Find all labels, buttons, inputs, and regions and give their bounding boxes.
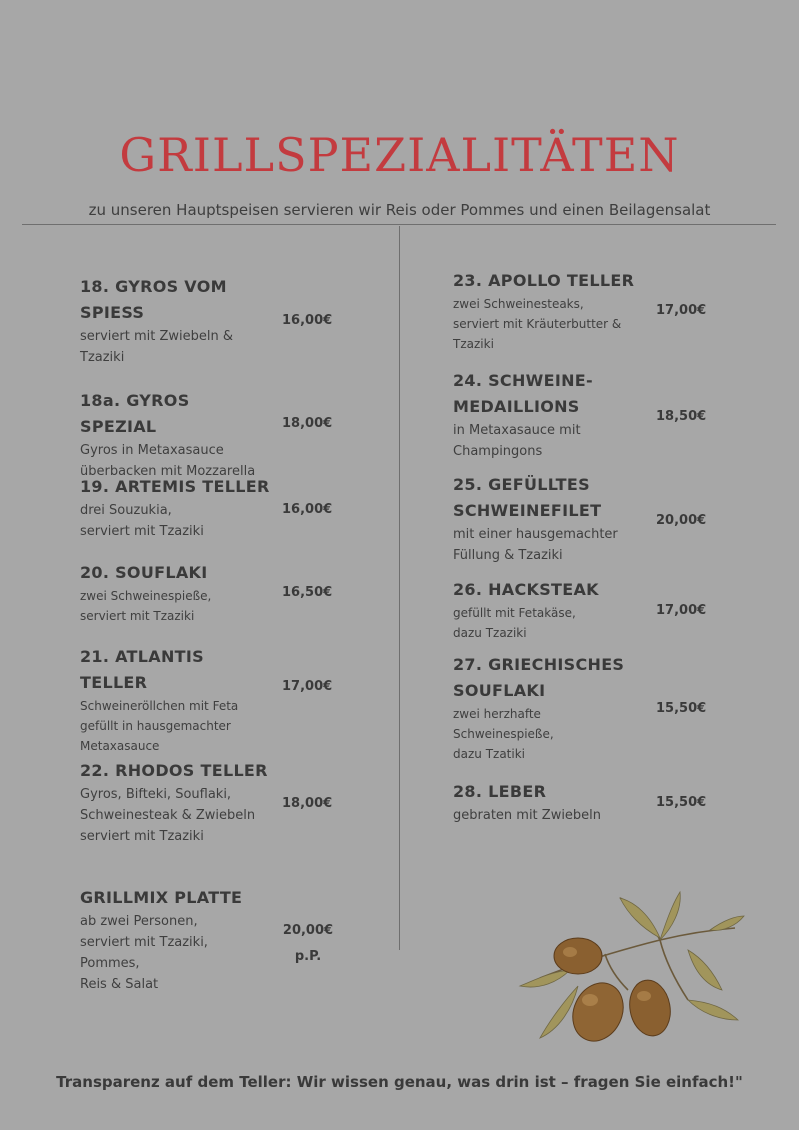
footer-note: Transparenz auf dem Teller: Wir wissen genau, was drin ist – fragen Sie einfach!" [56,1073,743,1091]
item-description: zwei Schweinesteaks, serviert mit Kräuterbutter & Tzaziki [453,297,622,351]
item-description: ab zwei Personen, serviert mit Tzaziki, Pommes, Reis & Salat [80,914,208,992]
item-description: zwei herzhafte Schweinespieße, dazu Tzatiki [453,707,554,761]
menu-item [453,368,753,462]
item-description: zwei Schweinespieße, serviert mit Tzaziki [80,589,212,623]
page-subtitle: zu unseren Hauptspeisen servieren wir Reis oder Pommes und einen Beilagensalat [88,201,711,219]
item-price: 16,50€ [282,585,333,600]
item-price: 18,50€ [656,409,707,424]
item-price: 17,00€ [282,679,333,694]
item-name: 22. RHODOS TELLER [80,761,268,780]
item-name: 27. GRIECHISCHES SOUFLAKI [453,655,625,700]
menu-item [453,577,753,643]
item-name: 19. ARTEMIS TELLER [80,477,270,496]
olive-branch-icon [510,890,745,1050]
item-name: GRILLMIX PLATTE [80,888,243,907]
item-name: 21. ATLANTIS TELLER [80,647,204,692]
item-price: 18,00€ [282,416,333,431]
menu-item [80,885,380,995]
header-divider [22,224,776,225]
item-description: drei Souzukia, serviert mit Tzaziki [80,503,204,539]
menu-item [453,472,753,566]
item-name: 23. APOLLO TELLER [453,271,635,290]
menu-item [453,779,753,826]
item-description: serviert mit Zwiebeln & Tzaziki [80,329,234,365]
item-price: 16,00€ [282,502,333,517]
item-price: 18,00€ [282,796,333,811]
menu-item [80,758,380,847]
item-description: Schweineröllchen mit Feta gefüllt in hausgemachter Metaxasauce [80,699,239,753]
item-name: 20. SOUFLAKI [80,563,208,582]
item-description: Gyros, Bifteki, Souflaki, Schweinesteak & Zwiebeln serviert mit Tzaziki [80,787,256,844]
menu-item [80,388,380,482]
menu-item [80,274,380,368]
item-price: 20,00€ p.P. [282,923,334,964]
item-description: mit einer hausgemachter Füllung & Tzaziki [453,527,618,563]
item-price: 17,00€ [656,303,707,318]
item-price: 15,50€ [656,701,707,716]
menu-item [453,268,753,354]
item-price: 17,00€ [656,603,707,618]
menu-item [80,474,380,542]
item-name: 18. GYROS VOM SPIESS [80,277,227,322]
item-name: 24. SCHWEINE- MEDAILLIONS [453,371,593,416]
menu-item [80,560,380,626]
item-name: 25. GEFÜLLTES SCHWEINEFILET [453,475,602,520]
item-price: 15,50€ [656,795,707,810]
item-description: Gyros in Metaxasauce überbacken mit Mozzarella [80,443,256,479]
item-description: in Metaxasauce mit Champingons [453,423,581,459]
menu-item [80,644,380,756]
item-description: gebraten mit Zwiebeln [453,808,602,823]
item-name: 28. LEBER [453,782,547,801]
page-title: GRILLSPEZIALITÄTEN [119,128,680,182]
column-divider [399,226,400,950]
item-price: 20,00€ [656,513,707,528]
item-price: 16,00€ [282,313,333,328]
item-name: 26. HACKSTEAK [453,580,599,599]
item-name: 18a. GYROS SPEZIAL [80,391,190,436]
item-description: gefüllt mit Fetakäse, dazu Tzaziki [453,606,576,640]
menu-item [453,652,753,764]
